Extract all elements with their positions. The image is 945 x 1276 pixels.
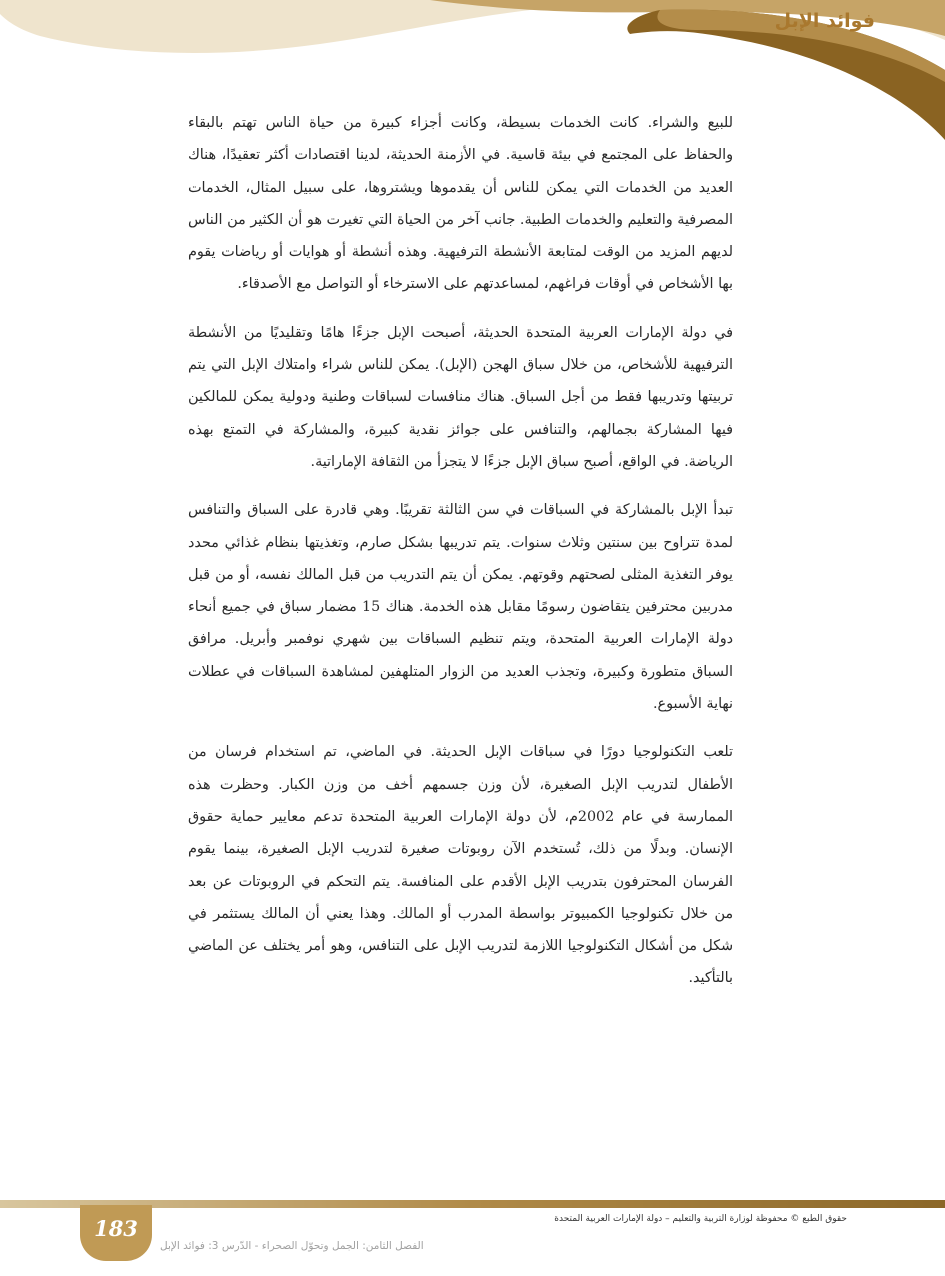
section-title: فوائد الإبل bbox=[774, 10, 875, 32]
copyright-notice: حقوق الطبع © محفوظة لوزارة التربية والتعليم – دولة الإمارات العربية المتحدة bbox=[554, 1214, 847, 1224]
body-text bbox=[188, 107, 733, 1011]
paragraph: في دولة الإمارات العربية المتحدة الحديثة، أصبحت الإبل جزءًا هامًا وتقليديًا من الأنشطة الترفيهية للأشخاص، من خلال سباق الهجن (الإبل). يمكن للناس شراء وامتلاك الإبل التي يتم تربيتها وتدريبها فقط من أجل السباق. هناك منافسات لسباقات وطنية ودولية يمكن للمالكين فيها المشاركة بجمالهم، والتنافس على جوائز نقدية كبيرة، والمشاركة في التمتع بهذه الرياضة. في الواقع، أصبح سباق الإبل جزءًا لا يتجزأ من الثقافة الإماراتية. bbox=[188, 324, 733, 470]
page-number: 183 bbox=[94, 1216, 138, 1241]
chapter-info: الفصل الثامن: الجمل وتحوّل الصحراء - الدّرس 3: فوائد الإبل bbox=[160, 1240, 424, 1252]
paragraph: تبدأ الإبل بالمشاركة في السباقات في سن الثالثة تقريبًا. وهي قادرة على السباق والتنافس لمدة تتراوح بين سنتين وثلاث سنوات. يتم تدريبها بشكل صارم، وتغذيتها بنظام غذائي محدد يوفر التغذية المثلى لصحتهم وقوتهم. يمكن أن يتم التدريب من قبل المالك نفسه، أو من قبل مدربين محترفين يتقاضون رسومًا مقابل هذه الخدمة. هناك 15 مضمار سباق في جميع أنحاء دولة الإمارات العربية المتحدة، ويتم تنظيم السباقات بين شهري نوفمبر وأبريل. مرافق السباق متطورة وكبيرة، وتجذب العديد من الزوار المتلهفين لمشاهدة السباقات في عطلات نهاية الأسبوع. bbox=[188, 502, 733, 713]
paragraph: تلعب التكنولوجيا دورًا في سباقات الإبل الحديثة. في الماضي، تم استخدام فرسان من الأطفال لتدريب الإبل الصغيرة، لأن وزن جسمهم أخف من وزن الكبار. وحظرت هذه الممارسة في عام 2002م، لأن دولة الإمارات العربية المتحدة تدعم معايير حماية حقوق الإنسان. وبدلًا من ذلك، تُستخدم الآن روبوتات صغيرة لتدريب الإبل الصغيرة، بينما يقوم الفرسان المحترفون بتدريب الإبل الأقدم على المنافسة. يتم التحكم في الروبوتات عن بعد من خلال تكنولوجيا الكمبيوتر بواسطة المدرب أو المالك. وهذا يعني أن المالك يستثمر في شكل من أشكال التكنولوجيا اللازمة لتدريب الإبل على التنافس، وهو أمر يختلف عن الماضي بالتأكيد. bbox=[188, 744, 733, 987]
paragraph: للبيع والشراء. كانت الخدمات بسيطة، وكانت أجزاء كبيرة من حياة الناس تهتم بالبقاء والحفاظ على المجتمع في بيئة قاسية. في الأزمنة الحديثة، لدينا اقتصادات أكثر تعقيدًا، هناك العديد من الخدمات التي يمكن للناس أن يقدموها ويشتروها، على سبيل المثال، الخدمات المصرفية والتعليم والخدمات الطبية. جانب آخر من الحياة التي تغيرت هو أن الكثير من الناس لديهم المزيد من الوقت لمتابعة الأنشطة الترفيهية. وهذه أنشطة أو هوايات أو رياضات يقوم بها الأشخاص في أوقات فراغهم، لمساعدتهم على الاسترخاء أو التواصل مع الأصدقاء. bbox=[188, 115, 733, 293]
